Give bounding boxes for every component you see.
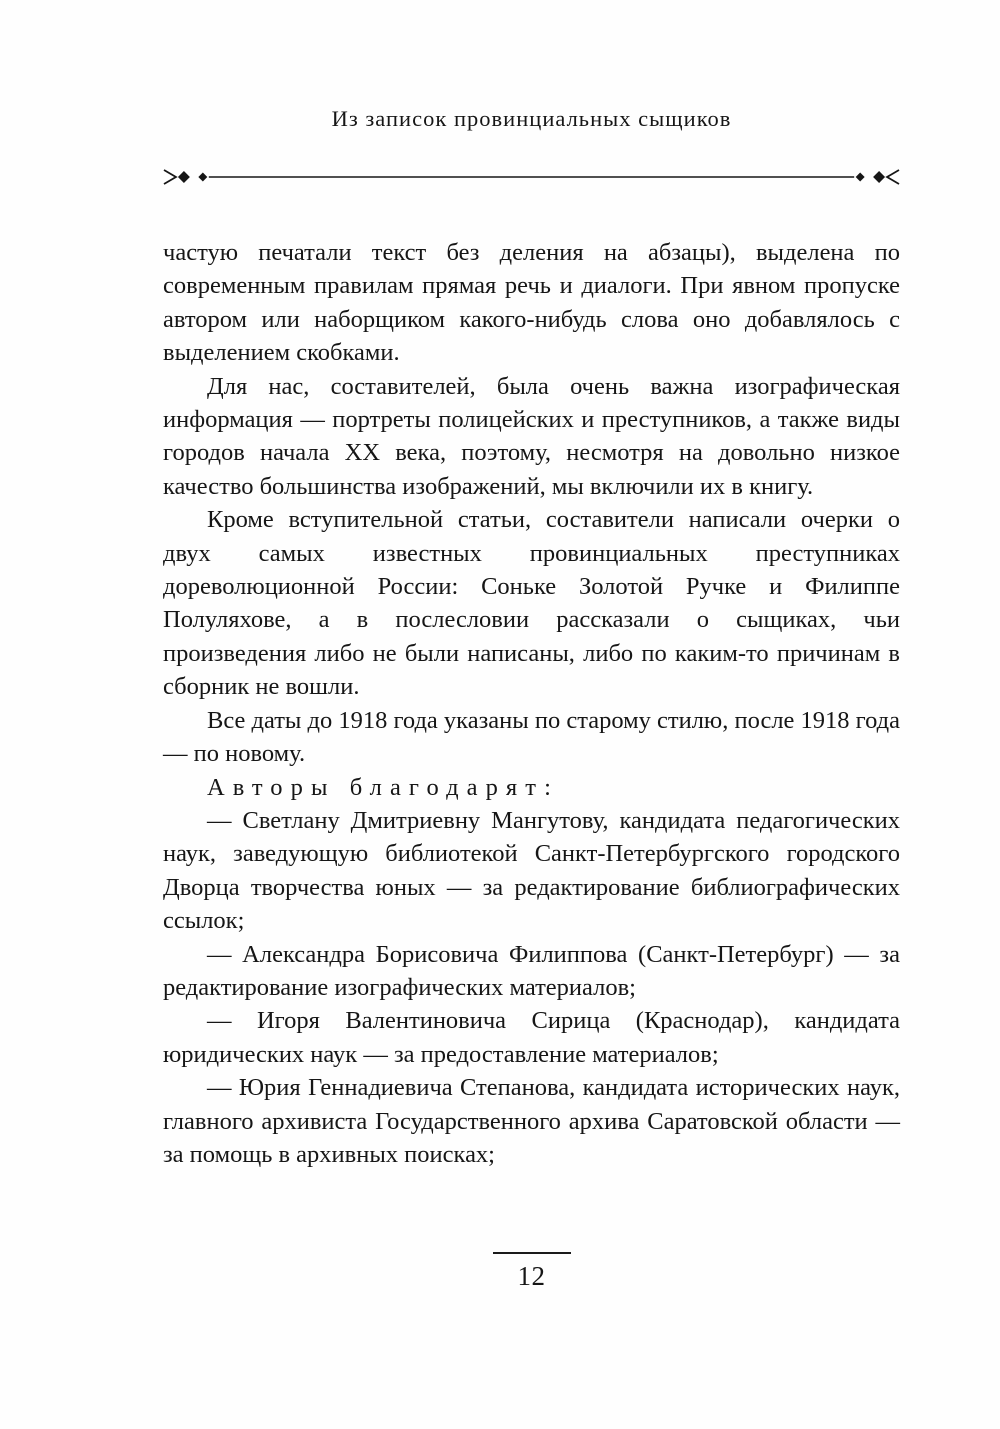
- paragraph-acknowledgement: — Светлану Дмитриевну Мангутову, кандидата педагогических наук, заведующую библиотекой Санкт-Петербургского городского Дворца творчества юных — за редактирование библиографических ссылок;: [163, 806, 900, 935]
- page-number: 12: [517, 1261, 546, 1291]
- paragraph: Для нас, составителей, была очень важна изографическая информация — портреты полицейских и преступников, а также виды городов начала XX века, поэтому, несмотря на довольно низкое качество большинства изображений, мы включили их в книгу.: [163, 372, 900, 500]
- divider-ornament: [163, 168, 900, 186]
- paragraph-acknowledgement: — Игоря Валентиновича Сирица (Краснодар), кандидата юридических наук — за предоставление материалов;: [163, 1007, 900, 1068]
- paragraph-acknowledgement: — Юрия Геннадиевича Степанова, кандидата исторических наук, главного архивиста Государственного архива Саратовской области — за помощь в архивных поисках;: [163, 1074, 900, 1168]
- paragraph: Все даты до 1918 года указаны по старому стилю, после 1918 года — по новому.: [163, 706, 900, 768]
- page-footer: [163, 1252, 900, 1292]
- running-title: Из записок провинциальных сыщиков: [331, 106, 732, 131]
- paragraph-authors-thank: Авторы благодарят:: [207, 773, 559, 801]
- divider-ornament-icon: [163, 168, 900, 186]
- page-body: [163, 236, 900, 1171]
- page-header: [163, 106, 900, 186]
- footer-rule: [493, 1252, 571, 1254]
- paragraph-acknowledgement: — Александра Борисовича Филиппова (Санкт-Петербург) — за редактирование изографических материалов;: [163, 940, 900, 1001]
- paragraph: Кроме вступительной статьи, составители написали очерки о двух самых известных провинциальных преступниках дореволюционной России: Соньке Золотой Ручке и Филиппе Полуляхове, а в послесловии рассказали о сыщиках, чьи произведения либо не были написаны, либо по каким-то причинам в сборник не вошли.: [163, 506, 900, 701]
- paragraph-continuation: частую печатали текст без деления на абзацы), выделена по современным правилам прямая речь и диалоги. При явном пропуске автором или наборщиком какого-нибудь слова оно добавлялось с выделением скобками.: [163, 239, 900, 367]
